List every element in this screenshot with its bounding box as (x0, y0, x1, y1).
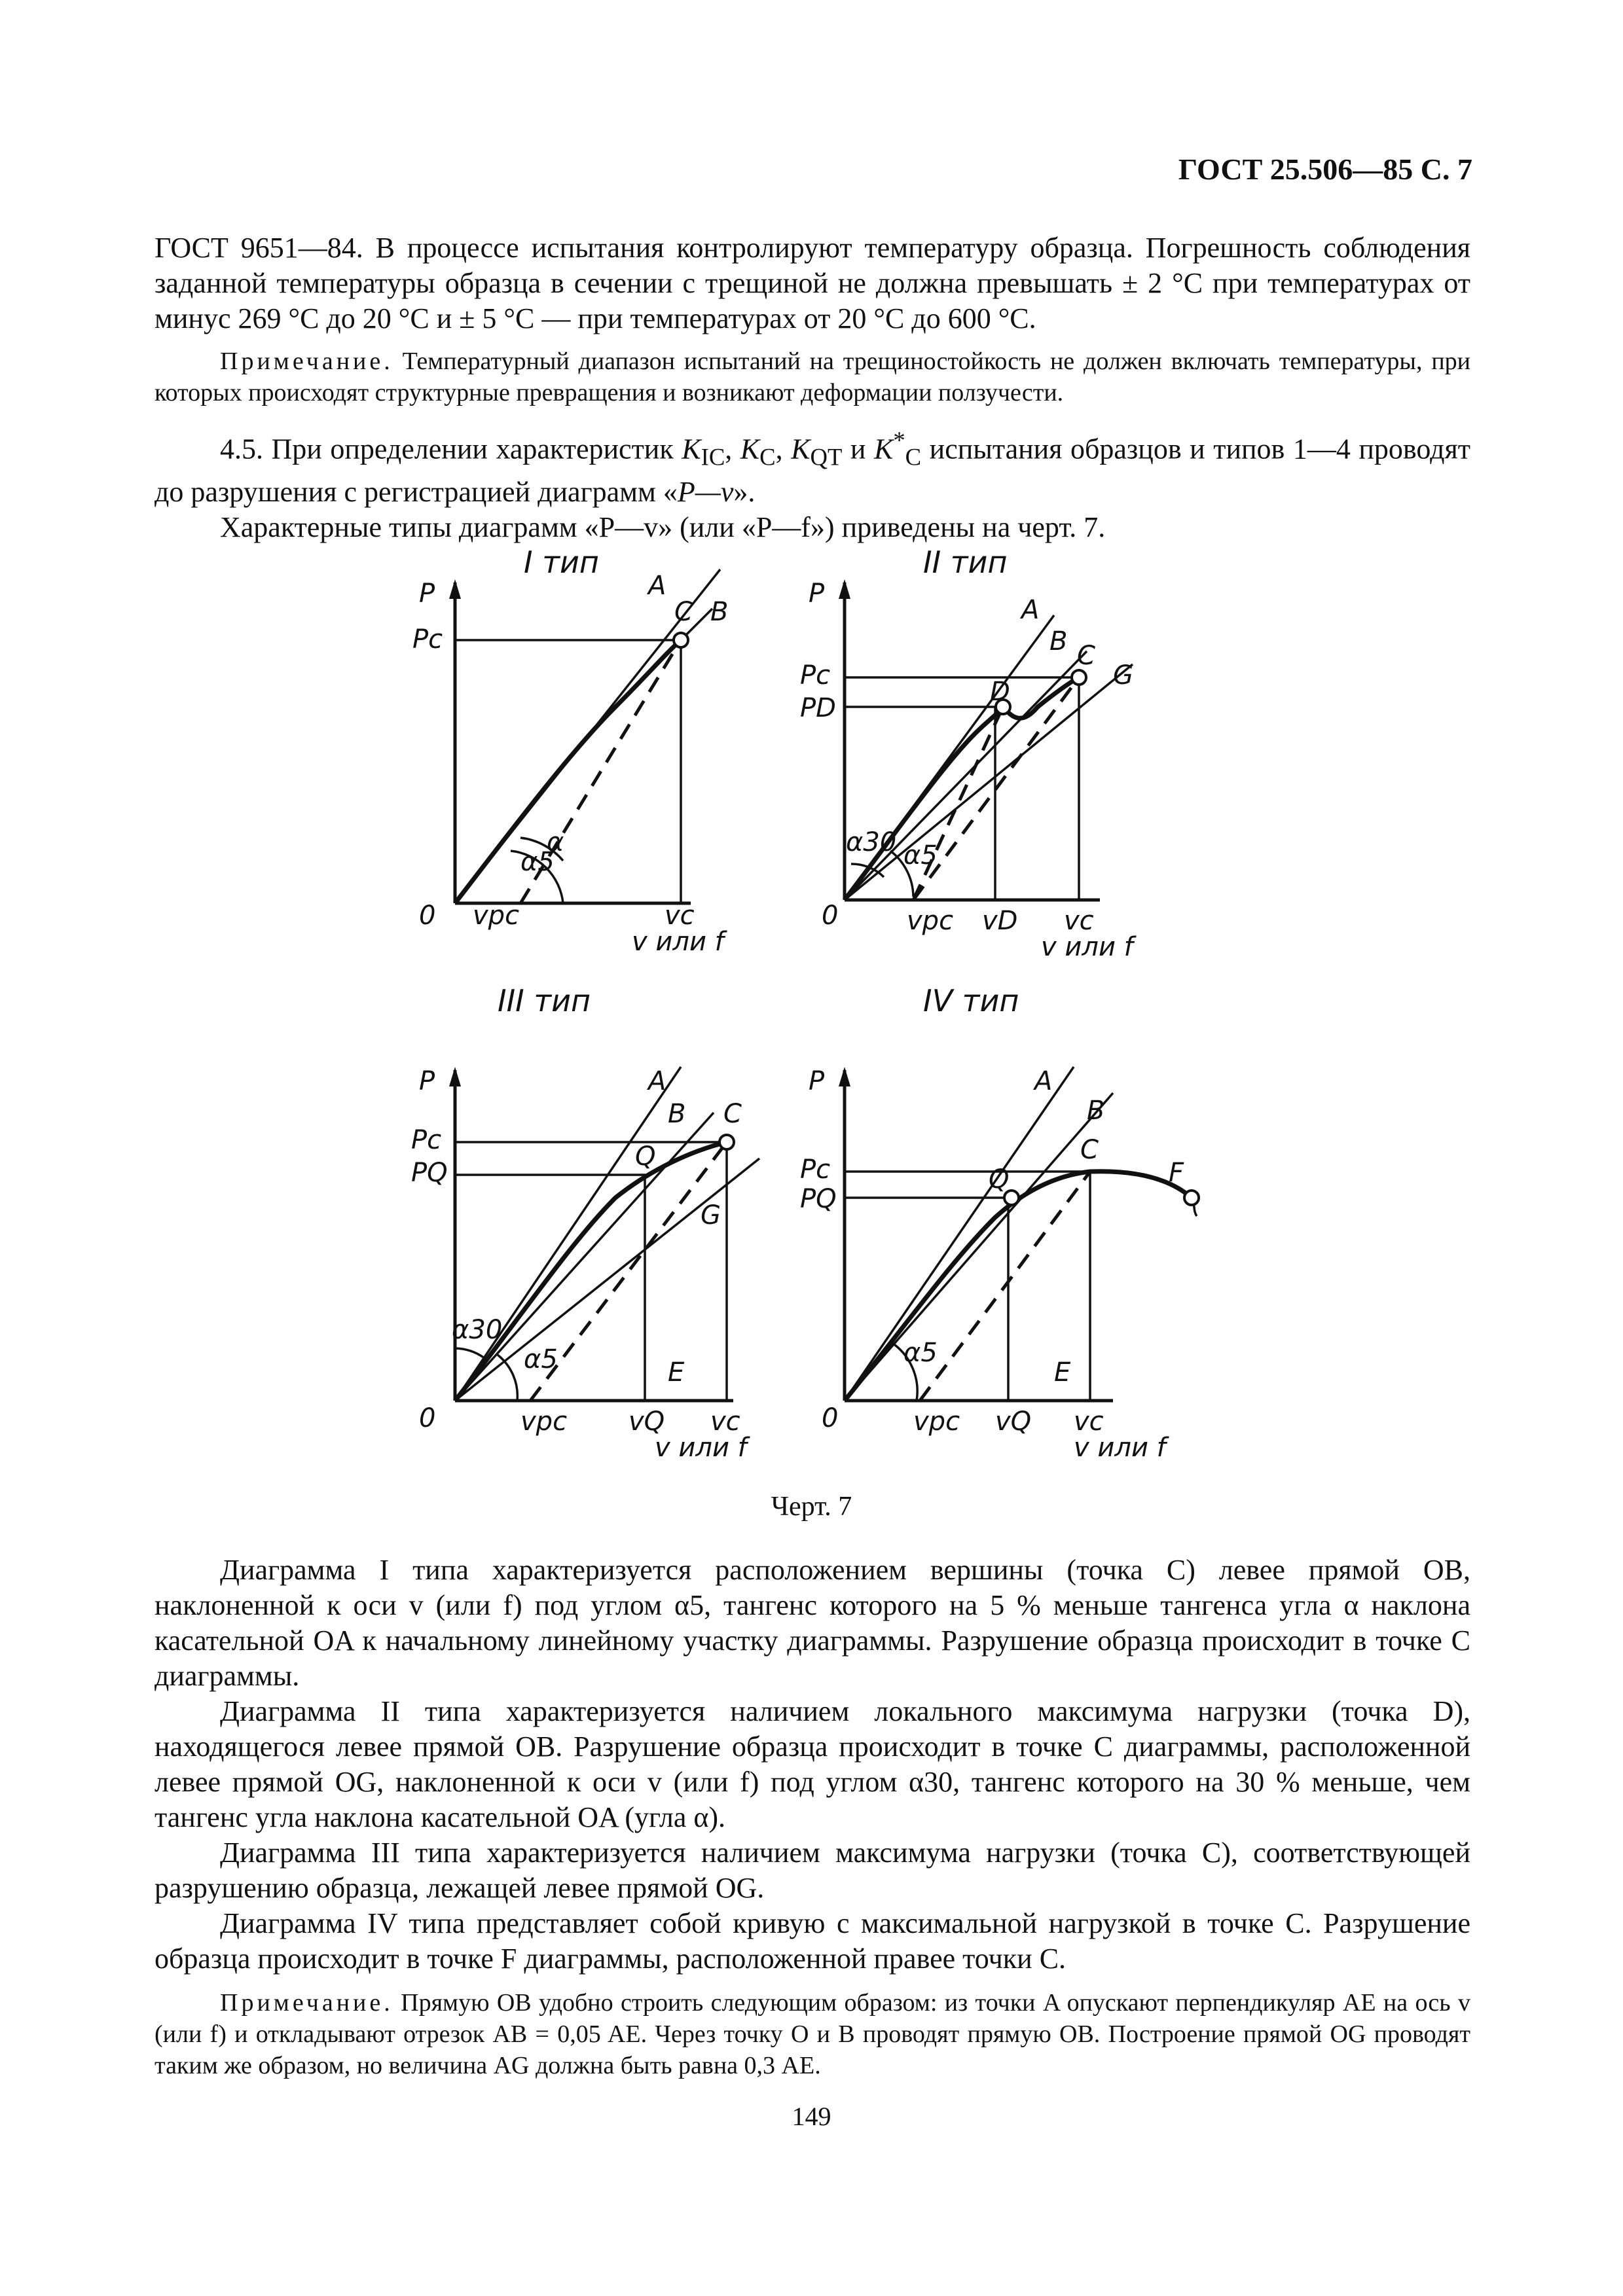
type3-angle-arc-2 (498, 1355, 517, 1401)
body-text-bottom (155, 1552, 1470, 2081)
type4-label-vQ: vQ (995, 1407, 1032, 1437)
diagram-type-4 (800, 983, 1199, 1463)
type3-title: III тип (498, 983, 591, 1018)
sup-star: * (893, 427, 905, 454)
sub-c: C (759, 443, 776, 471)
type2-line-OB (845, 651, 1087, 900)
type4-label-O: 0 (822, 1403, 839, 1433)
type4-curve (845, 1172, 1192, 1401)
type2-label-vpc: vpc (907, 906, 954, 936)
type1-label-A: A (648, 571, 666, 601)
type2-label-vD: vD (982, 906, 1018, 936)
and-word: и (842, 433, 874, 465)
diagram-type-1 (412, 545, 728, 957)
type3-label-A: A (648, 1066, 666, 1096)
type2-arrow-icon (839, 579, 850, 599)
diagram-type-2 (800, 545, 1137, 962)
type1-label-alpha: α (547, 827, 564, 857)
sym-kcs: K (873, 433, 894, 465)
type3-label-O: 0 (419, 1403, 436, 1433)
type3-arrow-icon (449, 1067, 461, 1086)
paragraph-4-5: 4.5. При определении характеристик $K_{IC}$, $K_C$, $K_{QT}$ и $K^*_C$ испытания образцов и типов 1—4 проводят до разрушения с регистрацией диаграмм «P—v». (155, 427, 1470, 509)
type2-label-A: A (1021, 595, 1040, 625)
type3-label-Pc: Pc (411, 1125, 442, 1155)
type3-label-P: P (419, 1066, 435, 1096)
note-construction (155, 1987, 1470, 2081)
sub-qt: QT (810, 443, 843, 471)
type4-label-E: E (1054, 1357, 1071, 1388)
page-number: 149 (792, 2102, 831, 2131)
type4-label-F: F (1169, 1158, 1184, 1188)
type3-label-C: C (723, 1099, 742, 1129)
paragraph-types: Характерные типы диаграмм «P—v» (или «P—f») приведены на черт. 7. (220, 511, 1106, 544)
type2-dashed-D (913, 707, 1003, 900)
type1-label-xaxis: v или f (632, 927, 724, 957)
type2-label-O: 0 (822, 901, 839, 931)
note-text: Температурный диапазон испытаний на трещиностойкость не должен включать температуры, при которых происходят структурные превращения и возникают деформации ползучести. (155, 348, 1470, 406)
type4-label-B: B (1087, 1096, 1105, 1126)
sym-k1c: K (682, 433, 701, 465)
type1-point-C (674, 633, 688, 647)
para-4-5-mid: испытания образцов и типов 1—4 проводят до разрушения с регистрацией диаграмм « (155, 433, 1470, 509)
type4-title: IV тип (923, 983, 1019, 1018)
para-4-5-end: ». (733, 476, 756, 509)
type2-curve (845, 677, 1079, 900)
page-header: ГОСТ 25.506—85 С. 7 (1178, 152, 1472, 186)
type3-label-alpha30: α30 (452, 1315, 503, 1345)
type4-label-vpc: vpc (913, 1407, 960, 1437)
type1-label-Pc: Pc (412, 624, 443, 655)
type2-label-PD: PD (800, 693, 836, 723)
type2-label-xaxis: v или f (1041, 932, 1133, 962)
type3-label-G: G (701, 1200, 721, 1230)
type4-label-xaxis: v или f (1074, 1433, 1166, 1463)
type2-label-G: G (1113, 660, 1133, 691)
type3-label-vQ: vQ (629, 1407, 665, 1437)
type3-angle-arc (455, 1348, 484, 1358)
type1-label-vc: vc (665, 901, 695, 931)
type1-label-P: P (419, 579, 435, 609)
type2-label-alpha5: α5 (903, 840, 938, 870)
type2-label-C: C (1077, 641, 1095, 671)
sym-kqt: K (791, 433, 811, 465)
desc-type-4: Диаграмма IV типа представляет собой кривую с максимальной нагрузкой в точке C. Разрушение образца происходит в точке F диаграммы, расположенной правее точки C. (155, 1907, 1470, 1975)
type3-label-B: B (668, 1099, 686, 1129)
sym-kc: K (740, 433, 760, 465)
para-4-5-start: 4.5. При определении характеристик (220, 433, 682, 465)
type2-label-P: P (809, 579, 825, 609)
diagram-type-3 (411, 983, 759, 1463)
note-2-label: Примечание. (220, 1989, 393, 2017)
type2-title: II тип (923, 545, 1008, 580)
type1-label-vpc: vpc (473, 901, 520, 931)
type4-label-A: A (1034, 1066, 1053, 1096)
type1-title: I тип (524, 545, 599, 580)
type3-label-PQ: PQ (411, 1158, 448, 1188)
type3-label-vc: vc (710, 1407, 740, 1437)
type4-label-vc: vc (1074, 1407, 1104, 1437)
type2-label-vc: vc (1064, 906, 1094, 936)
type2-label-alpha30: α30 (846, 827, 897, 857)
type3-point-C (720, 1135, 734, 1149)
p-v-symbol: P—v (677, 476, 734, 509)
type1-arrow-icon (449, 579, 461, 599)
type4-label-C: C (1080, 1135, 1099, 1165)
figure-caption: Черт. 7 (771, 1492, 852, 1522)
type3-label-Q: Q (635, 1141, 656, 1172)
type1-label-O: 0 (419, 901, 436, 931)
type3-label-alpha5: α5 (524, 1344, 558, 1374)
type3-line-OG (455, 1158, 759, 1401)
type2-label-D: D (990, 677, 1010, 707)
type1-label-B: B (710, 597, 729, 627)
type2-label-Pc: Pc (800, 660, 831, 691)
note-2-text: Прямую OB удобно строить следующим образом: из точки A опускают перпендикуляр AE на ось v (или f) и откладывают отрезок AB = 0,05 AE. Через точку O и B проводят прямую OB. Построение прямой OG проводят таким же образом, но величина AG должна быть равна 0,3 AE. (155, 1989, 1471, 2079)
type3-curve (455, 1142, 727, 1401)
type1-curve (455, 640, 681, 903)
type4-label-PQ: PQ (800, 1184, 837, 1214)
type4-label-alpha5: α5 (903, 1338, 938, 1368)
type3-dashed-line (530, 1142, 727, 1401)
type3-label-E: E (668, 1357, 685, 1388)
sub-cs: C (905, 443, 922, 471)
desc-type-1: Диаграмма I типа характеризуется расположением вершины (точка C) левее прямой OB, наклоненной к оси v (или f) под углом α5, тангенс которого на 5 % меньше тангенса угла α наклона касательной OA к начальному линейному участку диаграммы. Разрушение образца происходит в точке C диаграммы. (155, 1554, 1470, 1692)
type2-label-B: B (1049, 626, 1068, 656)
type2-line-OG (845, 664, 1133, 900)
type3-label-xaxis: v или f (655, 1433, 747, 1463)
type3-label-vpc: vpc (520, 1407, 568, 1437)
type4-point-F (1184, 1191, 1199, 1205)
type1-label-alpha5: α5 (520, 847, 555, 877)
desc-type-3: Диаграмма III типа характеризуется наличием максимума нагрузки (точка C), соответствующей разрушению образца, лежащей левее прямой OG. (155, 1837, 1470, 1904)
type4-label-Q: Q (989, 1164, 1010, 1194)
type4-line-OA (845, 1067, 1074, 1401)
type4-label-Pc: Pc (800, 1155, 831, 1185)
note-label: Примечание. (220, 348, 393, 375)
type4-label-P: P (809, 1066, 825, 1096)
type2-point-C (1072, 670, 1086, 685)
type4-arrow-icon (839, 1067, 850, 1086)
sub-1c: IC (701, 443, 725, 471)
type1-label-C: C (674, 597, 693, 627)
desc-type-2: Диаграмма II типа характеризуется наличием локального максимума нагрузки (точка D), находящегося левее прямой OB. Разрушение образца происходит в точке C диаграммы, расположенной левее прямой OG, наклоненной к оси v (или f) под углом α30, тангенс которого на 30 % меньше, чем тангенс угла наклона касательной OA (угла α). (155, 1695, 1470, 1833)
paragraph-gost: ГОСТ 9651—84. В процессе испытания контролируют температуру образца. Погрешность соблюдения заданной температуры образца в сечении с трещиной не должна превышать ± 2 °С при температурах от минус 269 °С до 20 °С и ± 5 °С — при температурах от 20 °С до 600 °С. (155, 232, 1470, 334)
type4-line-OB (845, 1093, 1113, 1401)
